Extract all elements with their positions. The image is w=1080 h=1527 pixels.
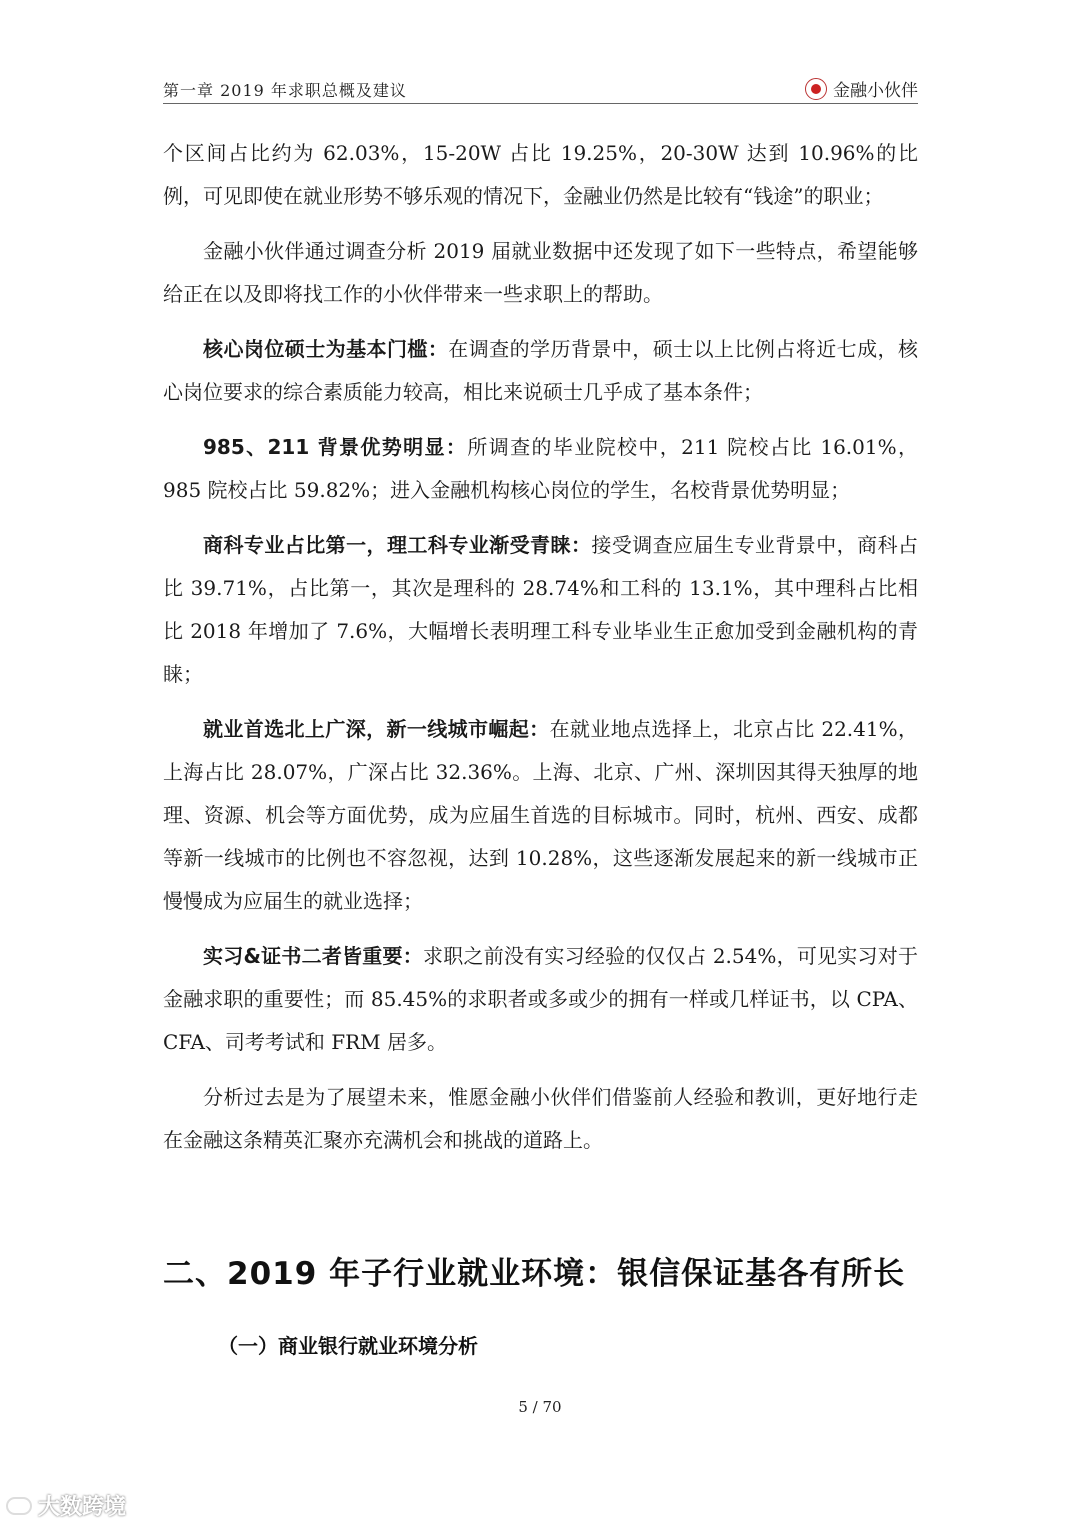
watermark-text: 大数跨境: [38, 1495, 127, 1520]
paragraph-text: 个区间占比约为 62.03%，15-20W 占比 19.25%，20-30W 达到 10.96%的比例，可见即使在就业形势不够乐观的情况下，金融业仍然是比较有“钱途”的职业；: [163, 141, 918, 208]
header-divider: [163, 103, 918, 104]
page-header: [163, 74, 918, 104]
paragraph-7: [163, 935, 918, 1064]
paragraph-text: 在就业地点选择上，北京占比 22.41%，上海占比 28.07%，广深占比 32.36%。上海、北京、广州、深圳因其得天独厚的地理、资源、机会等方面优势，成为应届生首选的目标城市。同时，杭州、西安、成都等新一线城市的比例也不容忽视，达到 10.28%，这些逐渐发展起来的新一线城市正慢慢成为应届生的就业选择；: [163, 717, 918, 913]
chapter-title: 第一章 2019 年求职总概及建议: [163, 81, 407, 100]
subsection-title: （一）商业银行就业环境分析: [218, 1334, 478, 1358]
paragraph-4: [163, 426, 918, 512]
section-title: 二、2019 年子行业就业环境：银信保证基各有所长: [163, 1256, 906, 1292]
paragraph-text: 分析过去是为了展望未来，惟愿金融小伙伴们借鉴前人经验和教训，更好地行走在金融这条精英汇聚亦充满机会和挑战的道路上。: [163, 1085, 918, 1152]
paragraph-6: [163, 708, 918, 923]
paragraph-text: 所调查的毕业院校中，211 院校占比 16.01%，985 院校占比 59.82%；进入金融机构核心岗位的学生，名校背景优势明显；: [163, 435, 918, 502]
paragraph-text: 金融小伙伴通过调查分析 2019 届就业数据中还发现了如下一些特点，希望能够给正在以及即将找工作的小伙伴带来一些求职上的帮助。: [163, 239, 918, 306]
paragraph-1: [163, 132, 918, 218]
body-text: [163, 132, 918, 1174]
paragraph-text: 接受调查应届生专业背景中，商科占比 39.71%，占比第一，其次是理科的 28.74%和工科的 13.1%，其中理科占比相比 2018 年增加了 7.6%，大幅增长表明理工科专业毕业生正愈加受到金融机构的青睐；: [163, 533, 919, 686]
paragraph-lead: 就业首选北上广深，新一线城市崛起：: [203, 717, 550, 741]
page-number: 5 / 70: [518, 1398, 562, 1416]
paragraph-3: [163, 328, 918, 414]
paragraph-2: [163, 230, 918, 316]
watermark: [6, 1490, 126, 1521]
paragraph-lead: 985、211 背景优势明显：: [203, 435, 468, 459]
brand-name: 金融小伙伴: [833, 81, 918, 101]
paragraph-8: [163, 1076, 918, 1162]
brand: [805, 76, 918, 101]
paragraph-lead: 实习&证书二者皆重要：: [203, 944, 423, 968]
brand-seal-icon: [805, 78, 827, 100]
paragraph-text: 求职之前没有实习经验的仅仅占 2.54%，可见实习对于金融求职的重要性；而 85.45%的求职者或多或少的拥有一样或几样证书，以 CPA、CFA、司考考试和 FRM 居多。: [163, 944, 918, 1054]
paragraph-lead: 商科专业占比第一，理工科专业渐受青睐：: [203, 533, 592, 557]
paragraph-lead: 核心岗位硕士为基本门槛：: [203, 337, 449, 361]
watermark-logo-icon: [6, 1497, 32, 1515]
paragraph-text: 在调查的学历背景中，硕士以上比例占将近七成，核心岗位要求的综合素质能力较高，相比来说硕士几乎成了基本条件；: [163, 337, 919, 404]
paragraph-5: [163, 524, 918, 696]
